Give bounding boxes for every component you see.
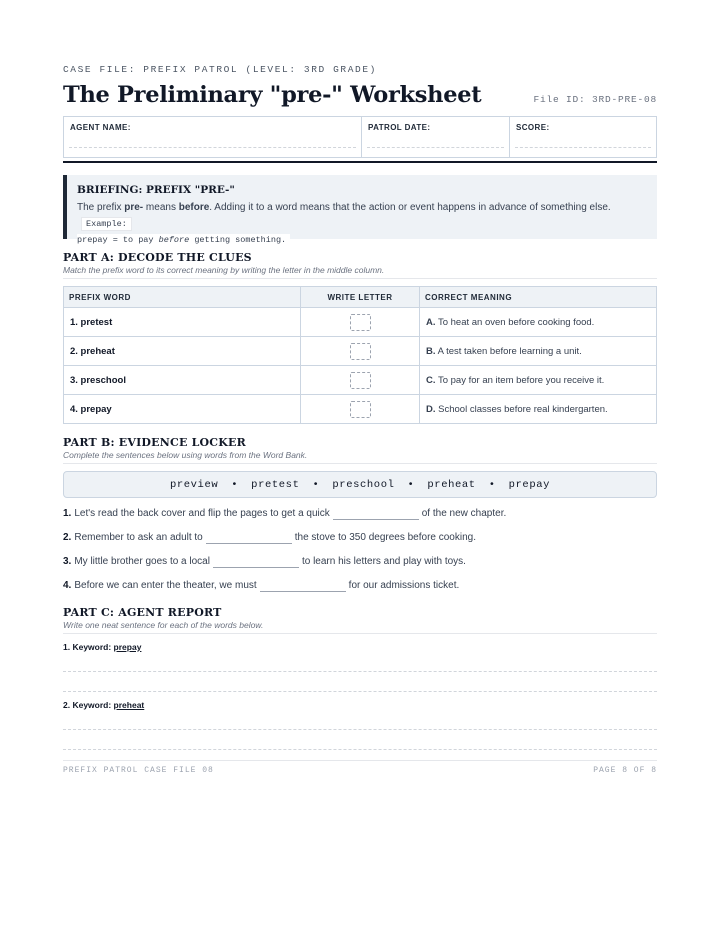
sentence-text: the stove to 350 degrees before cooking. bbox=[294, 531, 476, 543]
word-bank-word: prepay bbox=[508, 478, 551, 491]
letter-answer-box[interactable] bbox=[350, 314, 371, 331]
meaning-cell bbox=[420, 395, 657, 424]
sentence-text: for our admissions ticket. bbox=[348, 579, 460, 591]
part-c-heading: PART C: AGENT REPORT bbox=[63, 606, 222, 619]
sentence-text: Remember to ask an adult to bbox=[74, 531, 203, 543]
example-part: prepay = to pay bbox=[77, 235, 159, 245]
meaning-text: School classes before real kindergarten. bbox=[438, 403, 608, 415]
sentence-item bbox=[63, 549, 657, 573]
letter-answer-box[interactable] bbox=[350, 401, 371, 418]
writing-line[interactable] bbox=[63, 652, 657, 672]
score-label: SCORE: bbox=[516, 123, 550, 132]
agent-name-field[interactable] bbox=[64, 117, 361, 157]
part-c-section bbox=[63, 606, 657, 750]
sentence-number: 4. bbox=[63, 579, 72, 591]
briefing-text-part: means bbox=[143, 202, 179, 213]
part-b-section bbox=[63, 436, 657, 597]
letter-cell bbox=[301, 337, 420, 366]
meaning-text: A test taken before learning a unit. bbox=[437, 345, 582, 357]
header-divider bbox=[63, 161, 657, 163]
briefing-text-part: The prefix bbox=[77, 202, 125, 213]
meaning-letter: C. bbox=[426, 374, 436, 386]
answer-blank[interactable] bbox=[333, 506, 419, 520]
writing-line[interactable] bbox=[63, 710, 657, 730]
sentence-list bbox=[63, 501, 657, 597]
part-b-instructions: Complete the sentences below using words from the Word Bank. bbox=[63, 450, 657, 464]
sentence-text: of the new chapter. bbox=[421, 507, 507, 519]
meaning-letter: B. bbox=[426, 345, 436, 357]
part-c-instructions: Write one neat sentence for each of the words below. bbox=[63, 620, 657, 634]
title-row bbox=[63, 78, 657, 108]
meaning-cell bbox=[420, 308, 657, 337]
column-header: CORRECT MEANING bbox=[420, 287, 657, 308]
keyword-word: prepay bbox=[113, 642, 142, 652]
word-bank-separator: • bbox=[231, 478, 239, 491]
case-file-label: CASE FILE: PREFIX PATROL (LEVEL: 3RD GRADE) bbox=[63, 64, 377, 75]
briefing-heading: BRIEFING: PREFIX "PRE-" bbox=[77, 184, 235, 196]
answer-blank[interactable] bbox=[206, 530, 292, 544]
letter-cell bbox=[301, 366, 420, 395]
briefing-text-part: . Adding it to a word means that the action or event happens in advance of something else. bbox=[209, 202, 611, 213]
keyword-prompt bbox=[63, 700, 657, 710]
letter-cell bbox=[301, 395, 420, 424]
letter-answer-box[interactable] bbox=[350, 372, 371, 389]
prefix-word: 4. prepay bbox=[64, 395, 301, 424]
prefix-word: 3. preschool bbox=[64, 366, 301, 395]
briefing-prefix: pre- bbox=[124, 202, 144, 213]
sentence-number: 2. bbox=[63, 531, 72, 543]
sentence-text: Before we can enter the theater, we must bbox=[74, 579, 257, 591]
sentence-item bbox=[63, 573, 657, 597]
example-part: getting something. bbox=[189, 235, 287, 245]
answer-blank[interactable] bbox=[213, 554, 299, 568]
sentence-number: 1. bbox=[63, 507, 72, 519]
agent-name-line bbox=[69, 147, 356, 148]
agent-name-label: AGENT NAME: bbox=[70, 123, 131, 132]
meaning-text: To pay for an item before you receive it. bbox=[437, 374, 605, 386]
sentence-text: My little brother goes to a local bbox=[74, 555, 210, 567]
example-text bbox=[77, 234, 290, 246]
matching-table bbox=[63, 286, 657, 424]
meaning-letter: A. bbox=[426, 316, 436, 328]
keyword-word: preheat bbox=[113, 700, 145, 710]
briefing-box bbox=[63, 175, 657, 245]
agent-info-box bbox=[63, 116, 657, 158]
table-row bbox=[64, 395, 657, 424]
letter-cell bbox=[301, 308, 420, 337]
part-b-heading: PART B: EVIDENCE LOCKER bbox=[63, 436, 246, 449]
score-field[interactable] bbox=[509, 117, 656, 157]
writing-line[interactable] bbox=[63, 672, 657, 692]
score-line bbox=[515, 147, 651, 148]
word-bank bbox=[63, 471, 657, 498]
part-a-instructions: Match the prefix word to its correct meaning by writing the letter in the middle column. bbox=[63, 265, 657, 279]
sentence-text: Let's read the back cover and flip the pages to get a quick bbox=[74, 507, 330, 519]
part-a-section bbox=[63, 251, 657, 424]
table-row bbox=[64, 337, 657, 366]
column-header: WRITE LETTER bbox=[301, 287, 420, 308]
patrol-date-label: PATROL DATE: bbox=[368, 123, 431, 132]
file-id: File ID: 3RD-PRE-08 bbox=[533, 94, 657, 105]
meaning-cell bbox=[420, 337, 657, 366]
prefix-word: 1. pretest bbox=[64, 308, 301, 337]
table-header-row bbox=[64, 287, 657, 308]
part-a-heading: PART A: DECODE THE CLUES bbox=[63, 251, 252, 264]
footer-page-number: PAGE 8 OF 8 bbox=[593, 766, 657, 775]
writing-line[interactable] bbox=[63, 730, 657, 750]
word-bank-separator: • bbox=[407, 478, 415, 491]
sentence-item bbox=[63, 525, 657, 549]
prefix-word: 2. preheat bbox=[64, 337, 301, 366]
word-bank-separator: • bbox=[488, 478, 496, 491]
meaning-text: To heat an oven before cooking food. bbox=[437, 316, 595, 328]
meaning-cell bbox=[420, 366, 657, 395]
example-label: Example: bbox=[81, 217, 132, 231]
word-bank-word: preheat bbox=[427, 478, 476, 491]
word-bank-word: preschool bbox=[332, 478, 395, 491]
sentence-item bbox=[63, 501, 657, 525]
word-bank-word: preview bbox=[169, 478, 219, 491]
briefing-meaning: before bbox=[178, 202, 210, 213]
keyword-label: 1. Keyword: bbox=[63, 642, 114, 652]
footer-left: PREFIX PATROL CASE FILE 08 bbox=[63, 766, 214, 775]
page-title: The Preliminary "pre-" Worksheet bbox=[63, 82, 482, 108]
sentence-number: 3. bbox=[63, 555, 72, 567]
keyword-prompt bbox=[63, 642, 657, 652]
keyword-label: 2. Keyword: bbox=[63, 700, 114, 710]
word-bank-separator: • bbox=[312, 478, 320, 491]
briefing-text bbox=[77, 200, 647, 248]
patrol-date-line bbox=[367, 147, 504, 148]
patrol-date-field[interactable] bbox=[361, 117, 509, 157]
answer-blank[interactable] bbox=[260, 578, 346, 592]
example-emphasis: before bbox=[158, 235, 190, 245]
sentence-text: to learn his letters and play with toys. bbox=[301, 555, 466, 567]
worksheet-page bbox=[63, 64, 657, 750]
meaning-letter: D. bbox=[426, 403, 436, 415]
word-bank-word: pretest bbox=[251, 478, 300, 491]
column-header: PREFIX WORD bbox=[64, 287, 301, 308]
table-row bbox=[64, 308, 657, 337]
letter-answer-box[interactable] bbox=[350, 343, 371, 360]
page-footer bbox=[63, 760, 657, 775]
table-row bbox=[64, 366, 657, 395]
